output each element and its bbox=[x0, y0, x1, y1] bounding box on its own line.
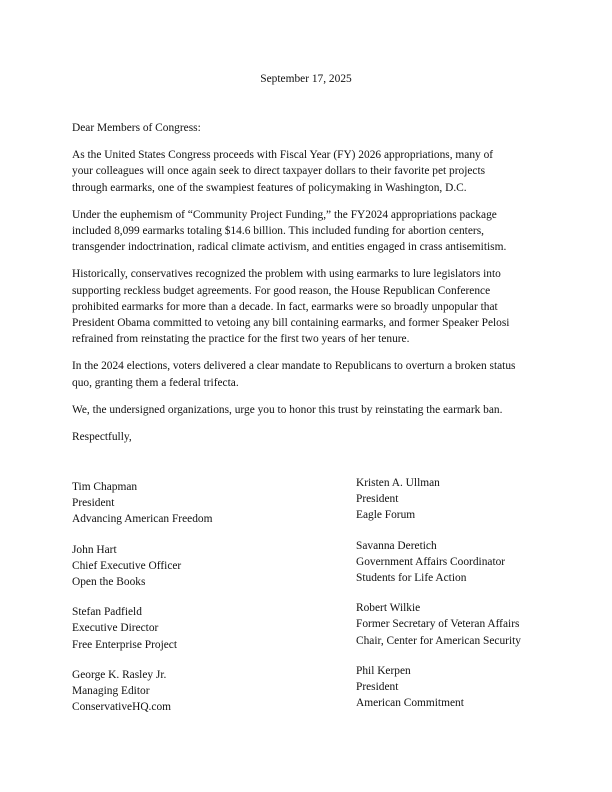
signatory-name: John Hart bbox=[72, 543, 117, 556]
paragraph-line: Under the euphemism of “Community Project Funding,” the FY2024 appropriations package bbox=[72, 208, 497, 221]
signatories-left-column bbox=[72, 479, 312, 729]
signatory-org: Eagle Forum bbox=[356, 509, 416, 522]
paragraph-line: quo, granting them a federal trifecta. bbox=[72, 376, 239, 389]
signatory-name: Savanna Deretich bbox=[356, 539, 437, 552]
paragraph-elections bbox=[72, 358, 547, 390]
signatory-org: ConservativeHQ.com bbox=[72, 701, 172, 714]
paragraph-line: In the 2024 elections, voters delivered a clear mandate to Republicans to overturn a broken status bbox=[72, 360, 516, 373]
paragraph-line: President Obama committed to vetoing any bill containing earmarks, and former Speaker Pelosi bbox=[72, 317, 510, 330]
signatory-name: Robert Wilkie bbox=[356, 602, 421, 615]
signatory-block bbox=[356, 663, 596, 712]
signatory-title: Managing Editor bbox=[72, 685, 150, 698]
paragraph-line: your colleagues will once again seek to direct taxpayer dollars to their favorite pet projects bbox=[72, 165, 486, 178]
signatory-title: President bbox=[356, 493, 399, 506]
paragraph-history bbox=[72, 266, 547, 347]
signatory-org: Free Enterprise Project bbox=[72, 638, 178, 651]
signatory-name: George K. Rasley Jr. bbox=[72, 668, 167, 681]
letter-date: September 17, 2025 bbox=[260, 73, 352, 85]
paragraph-line: As the United States Congress proceeds with Fiscal Year (FY) 2026 appropriations, many of bbox=[72, 149, 494, 162]
signatory-title: President bbox=[356, 681, 399, 694]
paragraph-line: refrained from reinstating the practice for the first two years of her tenure. bbox=[72, 333, 410, 346]
signatory-org: American Commitment bbox=[356, 697, 464, 710]
signatory-title: Former Secretary of Veteran Affairs bbox=[356, 618, 520, 631]
signatory-block bbox=[356, 600, 596, 649]
signatories-right-column bbox=[356, 475, 596, 725]
signatory-name: Phil Kerpen bbox=[356, 664, 411, 677]
paragraph-line: transgender indoctrination, radical climate activism, and entities engaged in crass antisemitism. bbox=[72, 241, 507, 254]
paragraph-request bbox=[72, 402, 547, 418]
signatory-block bbox=[72, 604, 312, 653]
letter-body bbox=[72, 120, 547, 456]
signatory-block bbox=[356, 538, 596, 587]
signatory-title: Government Affairs Coordinator bbox=[356, 555, 506, 568]
signatory-block bbox=[72, 479, 312, 528]
signatory-org: Students for Life Action bbox=[356, 572, 467, 585]
paragraph-earmarks-intro bbox=[72, 147, 547, 196]
signatory-org: Advancing American Freedom bbox=[72, 513, 213, 526]
signatory-block bbox=[72, 667, 312, 716]
signatory-name: Kristen A. Ullman bbox=[356, 477, 440, 489]
paragraph-line: prohibited earmarks for more than a decade. In fact, earmarks were so broadly unpopular that bbox=[72, 300, 498, 313]
paragraph-line: through earmarks, one of the swampiest features of policymaking in Washington, D.C. bbox=[72, 181, 467, 194]
signatory-title: Executive Director bbox=[72, 622, 159, 635]
paragraph-community-funding bbox=[72, 207, 547, 256]
paragraph-line: Historically, conservatives recognized the problem with using earmarks to lure legislators into bbox=[72, 268, 501, 281]
signatory-block bbox=[356, 475, 596, 524]
signatory-block bbox=[72, 542, 312, 591]
closing: Respectfully, bbox=[72, 431, 132, 444]
paragraph-line: We, the undersigned organizations, urge you to honor this trust by reinstating the earmark ban. bbox=[72, 403, 503, 416]
signatory-name: Stefan Padfield bbox=[72, 606, 142, 619]
signatory-name: Tim Chapman bbox=[72, 481, 138, 493]
signatory-title: Chief Executive Officer bbox=[72, 559, 182, 572]
paragraph-line: included 8,099 earmarks totaling $14.6 billion. This included funding for abortion centers, bbox=[72, 225, 484, 238]
paragraph-line: supporting reckless budget agreements. For good reason, the House Republican Conference bbox=[72, 284, 491, 297]
signatory-title: President bbox=[72, 497, 115, 510]
signatory-org: Open the Books bbox=[72, 576, 146, 589]
salutation: Dear Members of Congress: bbox=[72, 122, 201, 134]
signatory-org: Chair, Center for American Security bbox=[356, 634, 521, 647]
